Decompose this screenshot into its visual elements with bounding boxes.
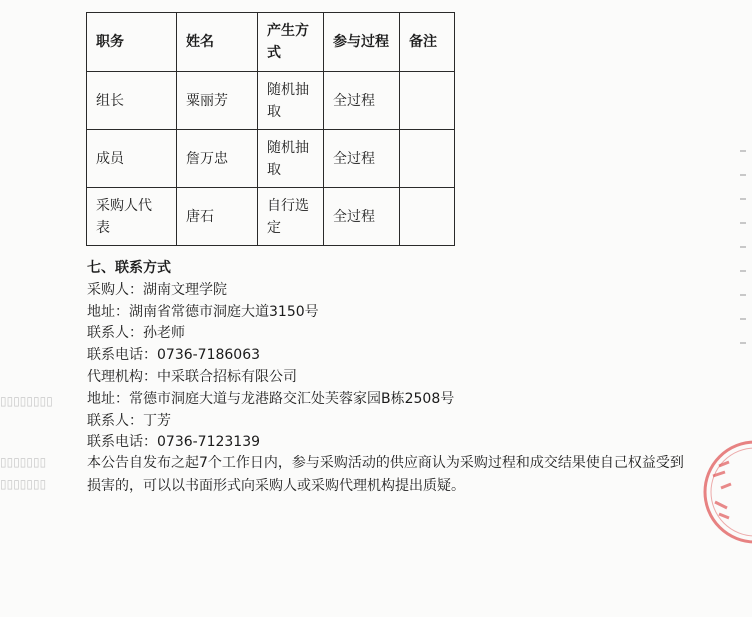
agency-contact-line: 联系人：丁芳 bbox=[87, 412, 171, 429]
cell-position: 组长 bbox=[87, 72, 177, 130]
contact-heading: 七、联系方式 bbox=[87, 260, 171, 276]
bleed-through-text: ▯▯▯▯▯▯▯ bbox=[0, 477, 47, 491]
cell-method-text: 随机抽取 bbox=[267, 139, 309, 178]
edge-bleed-marks bbox=[740, 150, 748, 366]
agency-phone-line: 联系电话：0736-7123139 bbox=[87, 434, 261, 451]
cell-name: 唐石 bbox=[177, 188, 258, 246]
header-cell-name: 姓名 bbox=[177, 13, 258, 72]
cell-process: 全过程 bbox=[324, 188, 400, 246]
cell-method-text: 随机抽取 bbox=[267, 81, 309, 120]
purchaser-address-line: 地址：湖南省常德市洞庭大道3150号 bbox=[87, 303, 319, 320]
cell-method-text: 自行选定 bbox=[267, 197, 309, 236]
table-row bbox=[87, 130, 455, 188]
cell-name: 詹万忠 bbox=[177, 130, 258, 188]
cell-remark bbox=[400, 188, 455, 246]
cell-method bbox=[258, 72, 324, 130]
cell-remark bbox=[400, 72, 455, 130]
cell-name: 粟丽芳 bbox=[177, 72, 258, 130]
cell-process: 全过程 bbox=[324, 72, 400, 130]
cell-method bbox=[258, 188, 324, 246]
purchaser-contact-line: 联系人：孙老师 bbox=[87, 325, 185, 342]
agency-address-line: 地址：常德市洞庭大道与龙港路交汇处芙蓉家园B栋2508号 bbox=[87, 390, 455, 407]
cell-position-text: 采购人代表 bbox=[96, 197, 152, 236]
cell-position bbox=[87, 188, 177, 246]
header-cell-process: 参与过程 bbox=[324, 13, 400, 72]
header-cell-position: 职务 bbox=[87, 13, 177, 72]
agency-line: 代理机构：中采联合招标有限公司 bbox=[87, 368, 297, 385]
bleed-through-text: ▯▯▯▯▯▯▯ bbox=[0, 455, 47, 469]
cell-process: 全过程 bbox=[324, 130, 400, 188]
purchaser-line: 采购人：湖南文理学院 bbox=[87, 281, 227, 298]
cell-position: 成员 bbox=[87, 130, 177, 188]
purchaser-phone-line: 联系电话：0736-7186063 bbox=[87, 347, 261, 364]
header-cell-method bbox=[258, 13, 324, 72]
table-header-row bbox=[87, 13, 455, 72]
table-row bbox=[87, 188, 455, 246]
objection-notice: 本公告自发布之起7个工作日内，参与采购活动的供应商认为采购过程和成交结果使自己权益受到损害的，可以以书面形式向采购人或采购代理机构提出质疑。 bbox=[87, 455, 684, 494]
committee-table bbox=[86, 12, 455, 246]
header-method-text: 产生方式 bbox=[267, 23, 309, 61]
contact-section bbox=[87, 258, 454, 454]
cell-remark bbox=[400, 130, 455, 188]
bleed-through-text: ▯▯▯▯▯▯▯▯ bbox=[0, 394, 53, 408]
company-seal-stamp bbox=[695, 432, 752, 552]
table-row bbox=[87, 72, 455, 130]
cell-method bbox=[258, 130, 324, 188]
header-cell-remark: 备注 bbox=[400, 13, 455, 72]
